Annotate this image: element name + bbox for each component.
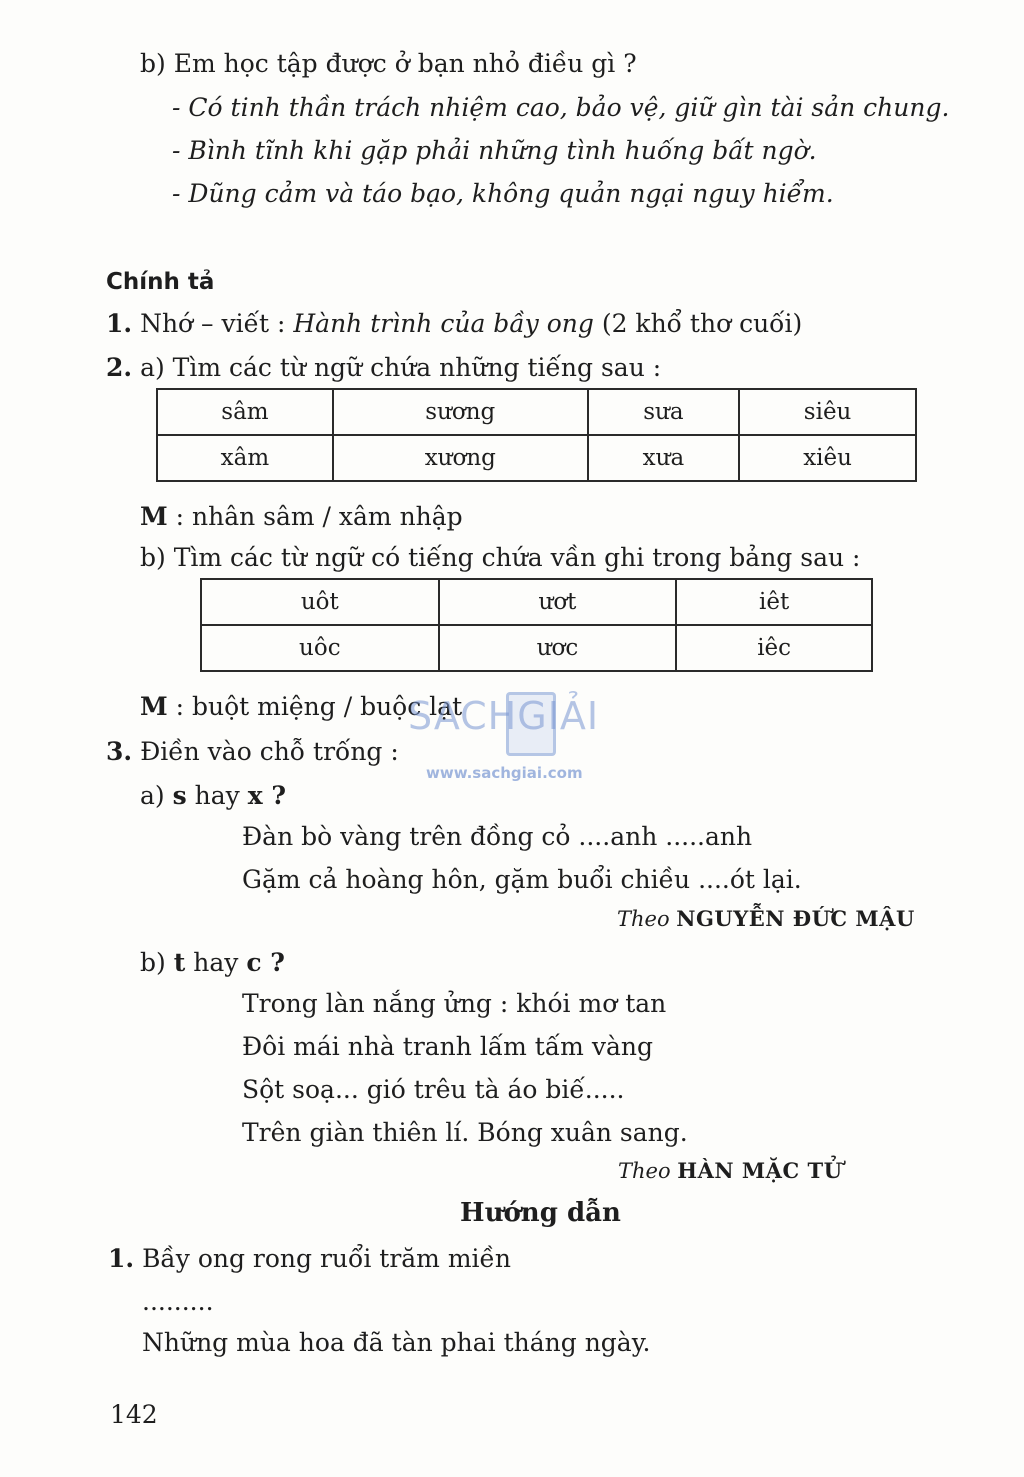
table-a-cell: siêu xyxy=(739,389,916,435)
watermark-logo: SACHGIẢI xyxy=(408,694,600,738)
letter-s: s xyxy=(172,781,187,810)
poem-b-line-4: Trên giàn thiên lí. Bóng xuân sang. xyxy=(242,1118,688,1147)
answer-3: - Dũng cảm và táo bạo, không quản ngại nguy hiểm. xyxy=(172,179,834,208)
example-a-label: M xyxy=(140,502,168,531)
table-b-cell: ươt xyxy=(439,579,677,625)
letter-c: c ? xyxy=(246,948,285,977)
exercise-1-suffix: (2 khổ thơ cuối) xyxy=(593,309,803,338)
guide-text-1: Bầy ong rong ruổi trăm miền xyxy=(142,1244,512,1273)
table-a-cell: sâm xyxy=(157,389,333,435)
example-b-label: M xyxy=(140,692,168,721)
author-name: HÀN MẶC TỬ xyxy=(677,1158,843,1183)
table-a-row xyxy=(157,435,916,481)
example-b-text: : buột miệng / buộc lạt xyxy=(167,692,463,721)
exercise-1-number: 1. xyxy=(106,309,133,338)
watermark-url: www.sachgiai.com xyxy=(426,764,583,782)
poem-b-line-1: Trong làn nắng ửng : khói mơ tan xyxy=(242,989,667,1018)
answer-2: - Bình tĩnh khi gặp phải những tình huống bất ngờ. xyxy=(172,136,817,165)
theo-label: Theo xyxy=(618,1159,678,1183)
chinh-ta-heading: Chính tả xyxy=(106,269,215,295)
theo-label: Theo xyxy=(617,907,677,931)
table-b-cell: uôc xyxy=(201,625,439,671)
watermark xyxy=(408,690,618,790)
table-a-cell: xương xyxy=(333,435,588,481)
author-a xyxy=(617,903,915,935)
table-b xyxy=(200,578,873,672)
label-prefix: b) xyxy=(140,948,174,977)
example-a-text: : nhân sâm / xâm nhập xyxy=(167,502,463,531)
table-b-cell: iêc xyxy=(676,625,872,671)
example-a xyxy=(140,501,463,533)
table-b-cell: ươc xyxy=(439,625,677,671)
exercise-3-prompt xyxy=(106,736,399,768)
label-hay: hay xyxy=(186,781,248,810)
table-a-cell: xưa xyxy=(588,435,739,481)
guide-line-1 xyxy=(108,1243,511,1275)
table-a-row xyxy=(157,389,916,435)
exercise-1-prefix: Nhớ – viết : xyxy=(140,309,294,338)
letter-t: t xyxy=(173,948,186,977)
exercise-3-text: Điền vào chỗ trống : xyxy=(140,737,399,766)
exercise-2a-text: a) Tìm các từ ngữ chứa những tiếng sau : xyxy=(140,353,662,382)
page-number: 142 xyxy=(110,1400,158,1429)
author-name: NGUYỄN ĐỨC MẬU xyxy=(676,906,915,931)
author-b xyxy=(618,1155,842,1187)
poem-b-line-3: Sột soạ... gió trêu tà áo biế..... xyxy=(242,1075,625,1104)
question-b: b) Em học tập được ở bạn nhỏ điều gì ? xyxy=(140,49,637,78)
exercise-2-number: 2. xyxy=(106,353,133,382)
poem-b-line-2: Đôi mái nhà tranh lấm tấm vàng xyxy=(242,1032,653,1061)
table-b-row xyxy=(201,625,872,671)
letter-x: x ? xyxy=(247,781,286,810)
answer-1: - Có tinh thần trách nhiệm cao, bảo vệ, giữ gìn tài sản chung. xyxy=(172,93,950,122)
table-b-cell: iêt xyxy=(676,579,872,625)
label-hay: hay xyxy=(185,948,247,977)
poem-a-line-1: Đàn bò vàng trên đồng cỏ ....anh .....anh xyxy=(242,822,753,851)
table-a-cell: xiêu xyxy=(739,435,916,481)
guide-number: 1. xyxy=(108,1244,135,1273)
table-b-cell: uôt xyxy=(201,579,439,625)
guide-line-2: Những mùa hoa đã tàn phai tháng ngày. xyxy=(142,1328,651,1357)
poem-title: Hành trình của bầy ong xyxy=(293,309,594,338)
exercise-3-number: 3. xyxy=(106,737,133,766)
guide-dots: ......... xyxy=(142,1287,214,1316)
table-a-cell: xâm xyxy=(157,435,333,481)
table-b-row xyxy=(201,579,872,625)
exercise-3a-label xyxy=(140,780,286,812)
exercise-2a-prompt xyxy=(106,352,661,384)
poem-a-line-2: Gặm cả hoàng hôn, gặm buổi chiều ....ót lại. xyxy=(242,865,802,894)
table-a-cell: sưa xyxy=(588,389,739,435)
table-a-cell: sương xyxy=(333,389,588,435)
table-a xyxy=(156,388,917,482)
exercise-2b-prompt: b) Tìm các từ ngữ có tiếng chứa vần ghi trong bảng sau : xyxy=(140,543,861,572)
exercise-1 xyxy=(106,308,802,340)
label-prefix: a) xyxy=(140,781,173,810)
huong-dan-title: Hướng dẫn xyxy=(460,1198,621,1228)
exercise-3b-label xyxy=(140,947,285,979)
